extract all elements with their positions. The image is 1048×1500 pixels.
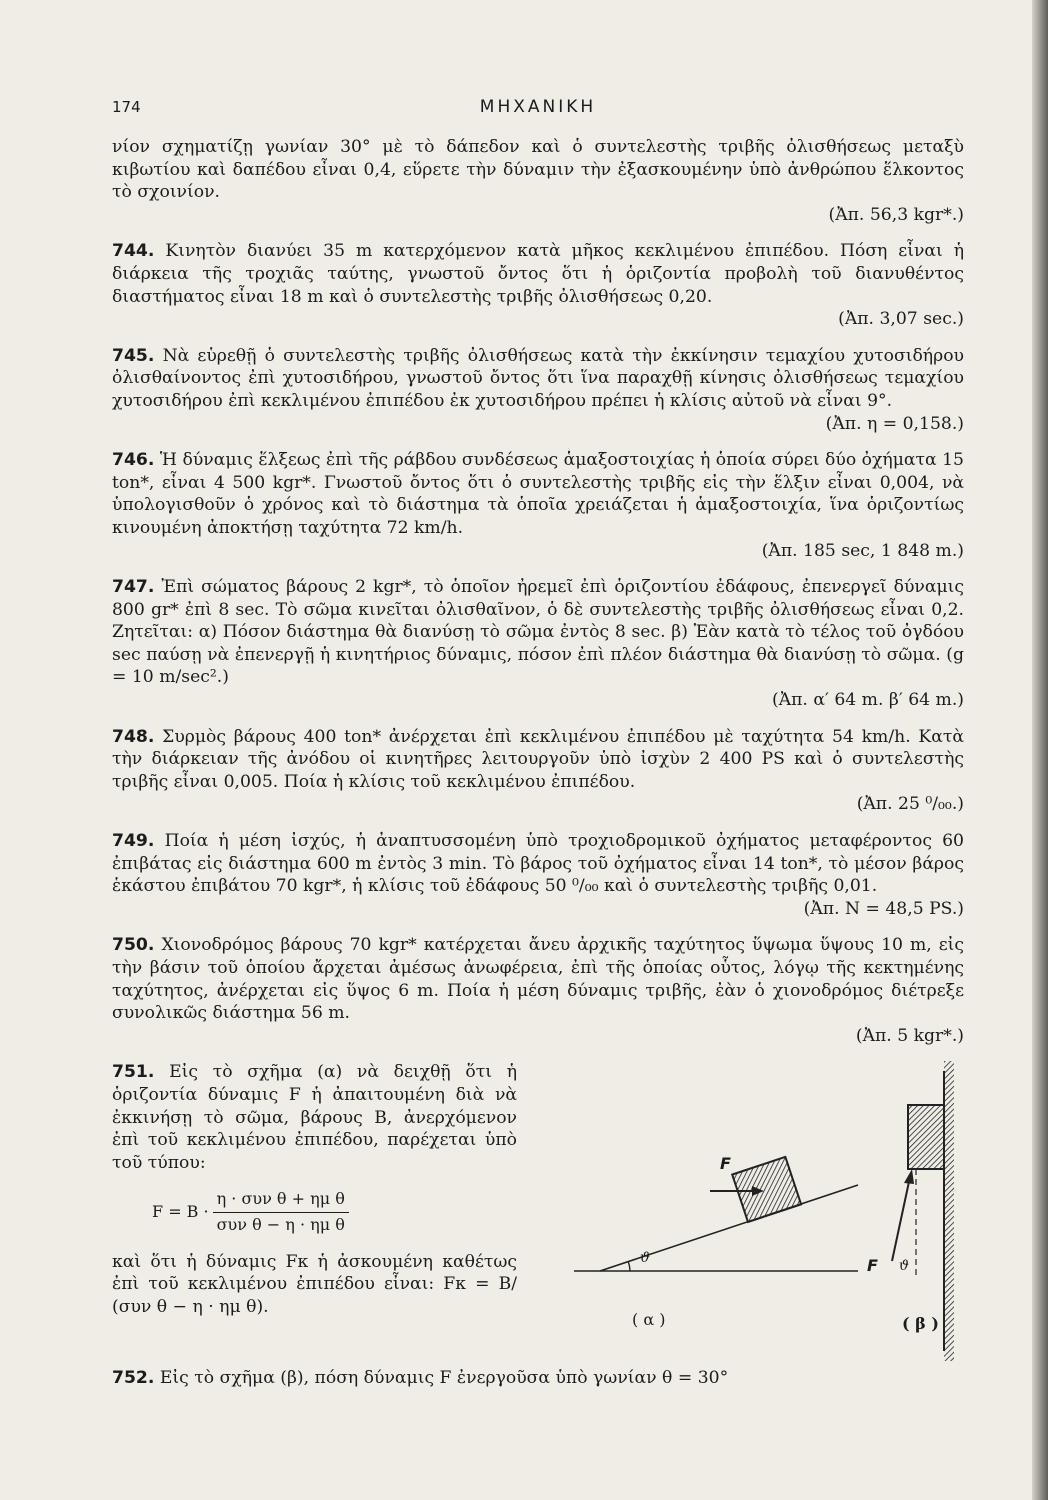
incline-line: [600, 1185, 858, 1271]
problem-text: Συρμὸς βάρους 400 ton* ἀνέρχεται ἐπὶ κεκλιμένου ἐπιπέδου μὲ ταχύτητα 54 km/h. Κατὰ τὴν διάρκειαν τῆς ἀνόδου οἱ κινητῆρες λειτουργοῦν ὑπὸ ἰσχὺν 2 400 PS καὶ ὁ συντελεστὴς τριβῆς εἶναι 0,005. Ποία ἡ κλίσις τοῦ κεκλιμένου ἐπιπέδου.: [112, 726, 964, 792]
problem-answer: (Ἀπ. α′ 64 m. β′ 64 m.): [772, 690, 964, 711]
figure-label-a: ( α ): [632, 1310, 666, 1330]
problem-750: [112, 934, 964, 1047]
problem-number: 749.: [112, 831, 155, 852]
problem-text: Κινητὸν διανύει 35 m κατερχόμενον κατὰ μῆκος κεκλιμένου ἐπιπέδου. Πόση εἶναι ἡ διάρκεια τῆς τροχιᾶς ταύτης, γνωστοῦ ὄντος ὅτι ἡ ὁριζοντία προβολὴ τοῦ διανυθέντος διαστήματος εἶναι 18 m καὶ ὁ συντελεστὴς τριβῆς ὀλισθήσεως 0,20.: [112, 241, 964, 307]
problem-text: Ποία ἡ μέση ἰσχύς, ἡ ἀναπτυσσομένη ὑπὸ τροχιοδρομικοῦ ὀχήματος μεταφέροντος 60 ἐπιβάτας εἰς διάστημα 600 m ἐντὸς 3 min. Τὸ βάρος τοῦ ὀχήματος εἶναι 14 ton*, τὸ μέσον βάρος ἑκάστου ἐπιβάτου 70 kgr*, ἡ κλίσις τοῦ ἐδάφους 50 ⁰/₀₀ καὶ ὁ συντελεστὴς τριβῆς 0,01.: [112, 831, 964, 897]
problem-answer: (Ἀπ. η = 0,158.): [825, 413, 964, 434]
intro-paragraph: [112, 136, 964, 226]
problem-747: [112, 576, 964, 712]
intro-text: νίον σχηματίζῃ γωνίαν 30° μὲ τὸ δάπεδον καὶ ὁ συντελεστὴς τριβῆς ὀλισθήσεως μεταξὺ κιβωτίου καὶ δαπέδου εἶναι 0,4, εὕρετε τὴν δύναμιν τὴν ἐξασκουμένην ὑπὸ ἀνθρώπου ἕλκοντος τὸ σχοινίον.: [112, 137, 964, 203]
formula-lhs: F = B ·: [152, 1202, 209, 1222]
intro-answer: (Ἀπ. 56,3 kgr*.): [828, 204, 964, 225]
angle-label-b: ϑ: [899, 1258, 910, 1275]
problem-744: [112, 240, 964, 330]
angle-label-a: ϑ: [640, 1250, 651, 1267]
formula-denominator: συν θ − η · ημ θ: [216, 1214, 345, 1234]
problem-751: [112, 1061, 517, 1318]
problem-text: Εἰς τὸ σχῆμα (α) νὰ δειχθῇ ὅτι ἡ ὁριζοντία δύναμις F ἡ ἀπαιτουμένη διὰ νὰ ἐκκινήσῃ τὸ σῶμα, βάρους B, ἀνερχόμενον ἐπὶ τοῦ κεκλιμένου ἐπιπέδου, παρέχεται ὑπὸ τοῦ τύπου:: [112, 1062, 518, 1173]
wall-b: [944, 1061, 954, 1361]
problem-answer: (Ἀπ. 185 sec, 1 848 m.): [761, 540, 964, 561]
problem-text-continued: καὶ ὅτι ἡ δύναμις Fκ ἡ ἀσκουμένη καθέτως ἐπὶ τοῦ κεκλιμένου ἐπιπέδου εἶναι: Fκ = B/ (συν θ − η · ημ θ).: [112, 1251, 517, 1317]
document-page: [112, 96, 964, 1390]
problem-752: [112, 1367, 964, 1390]
problem-number: 747.: [112, 577, 155, 598]
problem-answer: (Ἀπ. 5 kgr*.): [855, 1025, 964, 1046]
problem-751-block: [112, 1061, 964, 1361]
problem-748: [112, 726, 964, 816]
problem-answer: (Ἀπ. 3,07 sec.): [838, 309, 964, 330]
problem-text: Νὰ εὑρεθῇ ὁ συντελεστὴς τριβῆς ὀλισθήσεως κατὰ τὴν ἐκκίνησιν τεμαχίου χυτοσιδήρου ὀλισθαίνοντος ἐπὶ χυτοσιδήρου, γνωστοῦ ὄντος ὅτι ἵνα παραχθῇ κίνησις ὀλισθήσεως τεμαχίου χυτοσιδήρου ἐπὶ κεκλιμένου ἐπιπέδου ἐκ χυτοσιδήρου πρέπει ἡ κλίσις αὐτοῦ νὰ εἶναι 9°.: [112, 345, 964, 411]
problem-745: [112, 345, 964, 435]
problem-749: [112, 830, 964, 920]
force-arrow-b: [892, 1177, 910, 1261]
page-number: 174: [112, 98, 141, 116]
block-a: [732, 1157, 801, 1222]
page-header: [112, 96, 964, 124]
formula-fraction: [213, 1188, 349, 1236]
problem-text: Ἡ δύναμις ἕλξεως ἐπὶ τῆς ράβδου συνδέσεως ἁμαξοστοιχίας ἡ ὁποία σύρει δύο ὀχήματα 15 ton*, εἶναι 4 500 kgr*. Γνωστοῦ ὄντος ὅτι ὁ συντελεστὴς τριβῆς εἰς τὴν ἕλξιν εἶναι 0,004, νὰ ὑπολογισθοῦν ὁ χρόνος καὶ τὸ διάστημα τὰ ὁποῖα χρειάζεται ἡ ἁμαξοστοιχία, ἵνα ὁριζοντίως κινουμένη ἀποκτήσῃ ταχύτητα 72 km/h.: [112, 450, 964, 538]
running-title: ΜΗΧΑΝΙΚΗ: [479, 97, 597, 117]
problem-number: 744.: [112, 241, 155, 262]
problem-number: 751.: [112, 1062, 155, 1083]
problem-number: 745.: [112, 345, 155, 366]
problem-number: 752.: [112, 1368, 155, 1389]
figure-label-b: ( β ): [902, 1314, 939, 1334]
problem-text: Ἐπὶ σώματος βάρους 2 kgr*, τὸ ὁποῖον ἠρεμεῖ ἐπὶ ὁριζοντίου ἐδάφους, ἐπενεργεῖ δύναμις 800 gr* ἐπὶ 8 sec. Τὸ σῶμα κινεῖται ὀλισθαῖνον, ὁ δὲ συντελεστὴς τριβῆς ὀλισθήσεως εἶναι 0,2. Ζητεῖται: α) Πόσον διάστημα θὰ διανύσῃ τὸ σῶμα ἐντὸς 8 sec. β) Ἐὰν κατὰ τὸ τέλος τοῦ ὀγδόου sec παύσῃ νὰ ἐπενεργῇ ἡ κινητήριος δύναμις, πόσον ἐπὶ πλέον διάστημα θὰ διανύσῃ τὸ σῶμα. (g = 10 m/sec².): [112, 577, 964, 688]
problem-number: 750.: [112, 935, 155, 956]
page-edge-shadow: [1032, 0, 1048, 1500]
block-b: [908, 1105, 944, 1169]
problem-746: [112, 449, 964, 562]
problem-number: 746.: [112, 450, 155, 471]
force-label-a: F: [720, 1154, 731, 1174]
problem-text: Εἰς τὸ σχῆμα (β), πόση δύναμις F ἐνεργοῦσα ὑπὸ γωνίαν θ = 30°: [159, 1368, 729, 1389]
problem-number: 748.: [112, 726, 155, 747]
figure-inclined-plane: [560, 1061, 964, 1361]
problem-answer: (Ἀπ. N = 48,5 PS.): [803, 898, 964, 919]
force-arrowhead-b: [904, 1169, 914, 1184]
friction-formula: [152, 1188, 517, 1236]
problem-answer: (Ἀπ. 25 ⁰/₀₀.): [856, 794, 964, 815]
force-label-b: F: [867, 1256, 878, 1276]
problem-text: Χιονοδρόμος βάρους 70 kgr* κατέρχεται ἄνευ ἀρχικῆς ταχύτητος ὕψωμα ὕψους 10 m, εἰς τὴν βάσιν τοῦ ὁποίου ἄρχεται ἀμέσως ἀνωφέρεια, ἐπὶ τῆς ὁποίας οὗτος, λόγῳ τῆς κεκτημένης ταχύτητος, ἀνέρχεται εἰς ὕψος 6 m. Ποία ἡ μέση δύναμις τριβῆς, ἐὰν ὁ χιονοδρόμος διέτρεξε συνολικῶς διάστημα 56 m.: [112, 935, 964, 1024]
angle-arc: [628, 1261, 630, 1271]
formula-numerator: η · συν θ + ημ θ: [213, 1188, 349, 1213]
